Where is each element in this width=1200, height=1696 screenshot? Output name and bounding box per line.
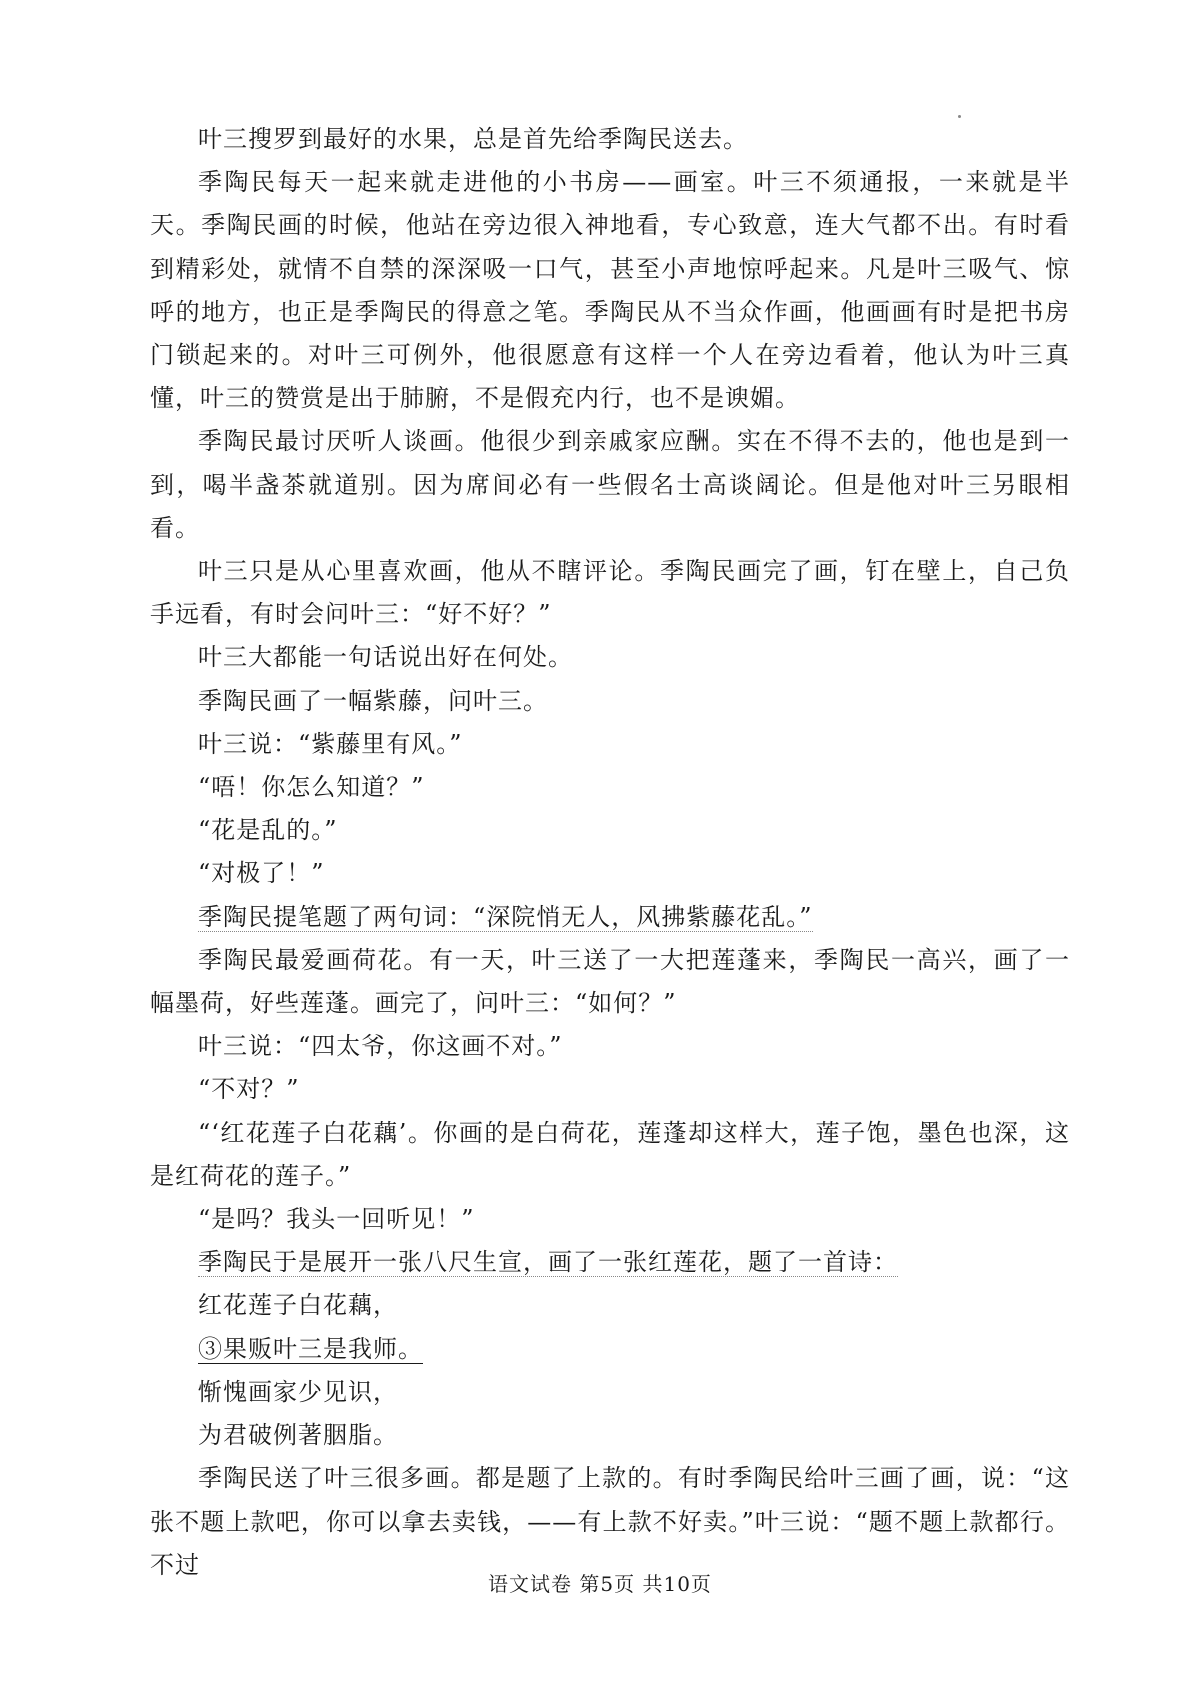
poem-line: 惭愧画家少见识， [198, 1377, 398, 1406]
underlined-question-text: ③果贩叶三是我师。 [198, 1334, 423, 1363]
paragraph: “‘红花莲子白花藕’。你画的是白荷花，莲蓬却这样大，莲子饱，墨色也深，这是红荷花的莲子。” [150, 1118, 1070, 1190]
paragraph: 季陶民送了叶三很多画。都是题了上款的。有时季陶民给叶三画了画，说：“这张不题上款吧，你可以拿去卖钱，——有上款不好卖。”叶三说：“题不题上款都行。不过 [150, 1464, 1070, 1579]
paragraph [150, 896, 1070, 939]
poem-line: 红花莲子白花藕， [198, 1291, 398, 1320]
document-body [150, 118, 1070, 1587]
paragraph [150, 1241, 1070, 1284]
paragraph: 叶三说：“四太爷，你这画不对。” [198, 1032, 563, 1061]
dotted-underlined-text: 季陶民于是展开一张八尺生宣，画了一张红莲花，题了一首诗： [198, 1248, 898, 1277]
paragraph: “对极了！” [198, 859, 325, 888]
paragraph: 叶三只是从心里喜欢画，他从不瞎评论。季陶民画完了画，钉在壁上，自己负手远看，有时会问叶三：“好不好？” [150, 557, 1070, 629]
paragraph: 季陶民最讨厌听人谈画。他很少到亲戚家应酬。实在不得不去的，他也是到一到，喝半盏茶就道别。因为席间必有一些假名士高谈阔论。但是他对叶三另眼相看。 [150, 427, 1070, 542]
paragraph: 季陶民画了一幅紫藤，问叶三。 [198, 686, 548, 715]
paragraph: “不对？” [198, 1075, 300, 1104]
dotted-underlined-text: 季陶民提笔题了两句词：“深院悄无人，风拂紫藤花乱。” [198, 902, 813, 931]
page-footer: 语文试卷 第5页 共10页 [488, 1572, 712, 1596]
paragraph: “是吗？我头一回听见！” [198, 1205, 475, 1234]
paragraph: “花是乱的。” [198, 816, 338, 845]
paragraph: “唔！你怎么知道？” [198, 773, 425, 802]
poem-line: 为君破例著胭脂。 [198, 1421, 398, 1450]
paragraph: 季陶民最爱画荷花。有一天，叶三送了一大把莲蓬来，季陶民一高兴，画了一幅墨荷，好些莲蓬。画完了，问叶三：“如何？” [150, 945, 1070, 1018]
paragraph: 叶三搜罗到最好的水果，总是首先给季陶民送去。 [198, 125, 748, 153]
paragraph: 叶三大都能一句话说出好在何处。 [198, 643, 573, 672]
paragraph: 叶三说：“紫藤里有风。” [198, 729, 463, 758]
paragraph: 季陶民每天一起来就走进他的小书房——画室。叶三不须通报，一来就是半天。季陶民画的时候，他站在旁边很入神地看，专心致意，连大气都不出。有时看到精彩处，就情不自禁的深深吸一口气，甚至小声地惊呼起来。凡是叶三吸气、惊呼的地方，也正是季陶民的得意之笔。季陶民从不当众作画，他画画有时是把书房门锁起来的。对叶三可例外，他很愿意有这样一个人在旁边看着，他认为叶三真懂，叶三的赞赏是出于肺腑，不是假充内行，也不是谀媚。 [150, 168, 1070, 413]
poem-line [150, 1328, 1070, 1371]
